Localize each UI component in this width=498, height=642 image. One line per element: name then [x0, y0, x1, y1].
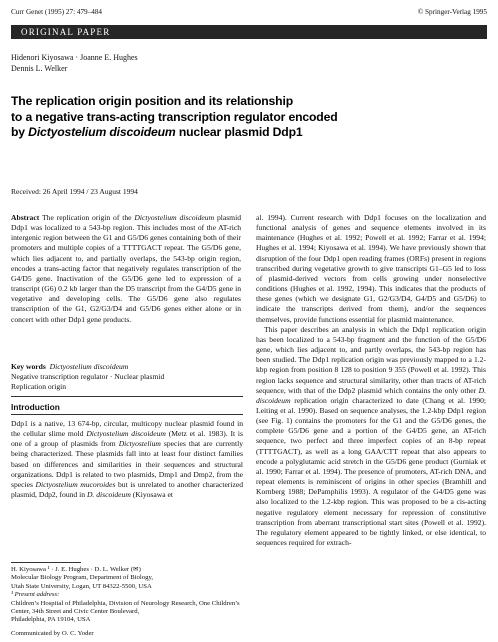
author-line-2: Dennis L. Welker: [11, 64, 68, 73]
intro-part-3: species that are currently being characterized. These plasmids fall into at least four distinct families based on differences and similarities in their sequences and structural organizations. Ddp1 is related to two plasmids, Dmp1 and Dmp2, from the species: [11, 439, 243, 489]
right-p2-part-2: replication origin characterized to date (Chang et al. 1990; Leiting et al. 1990). Based on sequence analyses, the 1.2-kbp Ddp1 region (see Fig. 1) contains the promoters for the G1 and the G5/D6 genes, the complete G5/D6 gene and a portion of the G4/D5 gene, an AT-rich sequence, two perfect and three imperfect copies of an 8-bp repeat (TTTTGACT), as well as a long GAA/CTT repeat that also appears to encode a polyglutamic acid stretch in the G5/D6 gene product (Gurniak et al. 1990; Farrar et al. 1994). The presence of promoters, AT-rich DNA, and repeat elements is reminiscent of origins in other species (Bramhill and Kornberg 1988; DePamphilis 1993). A regulator of the G4/D5 gene was also localized to the 1.2-kbp region. This was proposed to be a cis-acting negative regulatory element necessary for repression of constitutive transcription from aberrant transcriptional start sites (Powell et al. 1992). The regulatory element appeared to be tightly linked, or else identical, to sequences required for extrach-: [256, 395, 486, 547]
copyright-notice: © Springer-Verlag 1995: [417, 8, 487, 16]
abstract-part-2: plasmid Ddp1 was localized to a 543-bp region. This includes most of the AT-rich intergenic region between the G1 and G5/D6 genes containing both of their promoters and multiple copies of a TTTTGACT repeat. The G5/D6 gene, which lies adjacent to, and partially overlaps, the 543-bp origin region, encodes a trans-acting factor that negatively regulates transcription of the G4/D5 gene. Inactivation of the G5/D6 gene led to expression of a transcript (G6) 0.2 kb larger than the D5 transcript from the G4/D5 gene in vegetative and developing cells. The G5/D6 gene also regulates transcription of the G1, G2/G3/D4 and G5/D6 genes either alone or in concert with other Ddp1 gene products.: [11, 213, 242, 324]
right-paragraph-2: [256, 325, 486, 548]
keywords-block: [11, 362, 243, 392]
communicated-by: Communicated by O. C. Yoder: [11, 629, 94, 637]
footnote-divider: [11, 562, 81, 563]
title-species: Dictyostelium discoideum: [28, 125, 176, 139]
introduction-heading: Introduction: [11, 402, 60, 412]
intro-species-3: D. discoideum: [86, 490, 131, 500]
footnotes-block: [11, 566, 243, 638]
abstract-text: [11, 213, 241, 325]
keyword-species: Dictyostelium discoideum: [49, 362, 129, 371]
intro-part-1: Ddp1 is a native, 13 674-bp, circular, multicopy nuclear plasmid found in the cellular slime mold: [11, 419, 243, 439]
title-line-3: [11, 125, 481, 141]
intro-part-5: (Kiyosawa et: [130, 490, 173, 500]
keywords-line-2: Negative transcription regulator · Nuclear plasmid: [11, 372, 165, 381]
article-type-banner: [11, 25, 487, 39]
present-address-heading: ¹ Present address:: [11, 591, 60, 599]
introduction-paragraph: [11, 419, 243, 500]
intro-species-2: Dictyostelium mucoroides: [35, 479, 116, 489]
author-line-1: Hidenori Kiyosawa · Joanne E. Hughes: [11, 53, 138, 62]
title-line-3-suffix: nuclear plasmid Ddp1: [175, 125, 303, 139]
affiliation-line-2: Molecular Biology Program, Department of Biology,: [11, 574, 154, 582]
paper-title: [11, 94, 481, 141]
affiliation-line-1: H. Kiyosawa ¹ · J. E. Hughes · D. L. Welker (✉): [11, 566, 141, 573]
keywords-line-3: Replication origin: [11, 382, 67, 391]
right-paragraph-1: al. 1994). Current research with Ddp1 focuses on the localization and functional analysis of genes and sequence elements involved in its maintenance (Hughes et al. 1992; Powell et al. 1992; Farrar et al. 1994; Hughes et al. 1994; Kiyosawa et al. 1994). We have previously shown that disruption of the four Ddp1 open reading frames (ORFs) present in regions transcribed during vegetative growth to give transcripts G1–G5 led to loss of plasmid-derived vectors from cells growing under nonselective conditions (Hughes et al. 1992, 1994). This indicates that the products of these genes (which we designate G1, G2/G3/D4, G4/D5 and G5/D6) to indicate the transcripts derived from them), and/or the sequences themselves, provide functions essential for plasmid maintenance.: [256, 213, 486, 324]
keywords-label: Key words: [11, 362, 46, 371]
title-line-3-prefix: by: [11, 125, 29, 139]
section-divider-bottom: [11, 414, 243, 415]
title-line-2: to a negative trans-acting transcription regulator encoded: [11, 109, 338, 124]
title-line-1: The replication origin position and its relationship: [11, 94, 294, 108]
intro-species-1: Dictyostelium discoideum: [86, 429, 166, 439]
keywords-line-1: [11, 362, 243, 372]
article-type-label: ORIGINAL PAPER: [21, 27, 111, 37]
present-address-line-1: Children’s Hospital of Philadelphia, Division of Neurology Research, One Children’s Center, 34th Street and Civic Center Boulevard,: [11, 599, 240, 616]
right-p2-part-1: This paper describes an analysis in which the Ddp1 replication origin has been localized to a 543-bp fragment and the function of the G5/D6 gene, which lies adjacent to, and partly overlaps, the 543-bp region has been studied. The Ddp1 replication origin was previously mapped to a 1.2-kbp region from position 8 128 to position 9 355 (Powell et al. 1992). This region lacks sequence and structural similarity, other than tracts of AT-rich sequence, with that of the Ddp2 plasmid which contains the only other: [256, 324, 486, 395]
present-address-label: [11, 591, 243, 599]
intro-part-4: but is unrelated to another characterized plasmid, Ddp2, found in: [11, 479, 243, 500]
journal-citation: Curr Genet (1995) 27: 479–484: [11, 8, 103, 16]
right-column-body: [256, 213, 486, 548]
present-address-line-2: Philadelphia, PA 19104, USA: [11, 616, 91, 624]
abstract-part-1: The replication origin of the: [39, 213, 135, 222]
introduction-body: [11, 419, 243, 500]
intro-part-2: (Metz et al. 1983). It is one of a group of plasmids from: [11, 429, 244, 449]
abstract-block: [11, 213, 241, 325]
right-p2-species: D. discoideum: [256, 385, 486, 405]
affiliation-line-3: Utah State University, Logan, UT 84322-5500, USA: [11, 582, 152, 590]
abstract-label: Abstract: [11, 213, 40, 222]
section-divider-top: [11, 396, 243, 397]
abstract-species: Dictyostelium discoideum: [134, 213, 215, 222]
received-dates: Received: 26 April 1994 / 23 August 1994: [11, 187, 138, 196]
intro-genus: Dictyostelium: [118, 439, 161, 449]
